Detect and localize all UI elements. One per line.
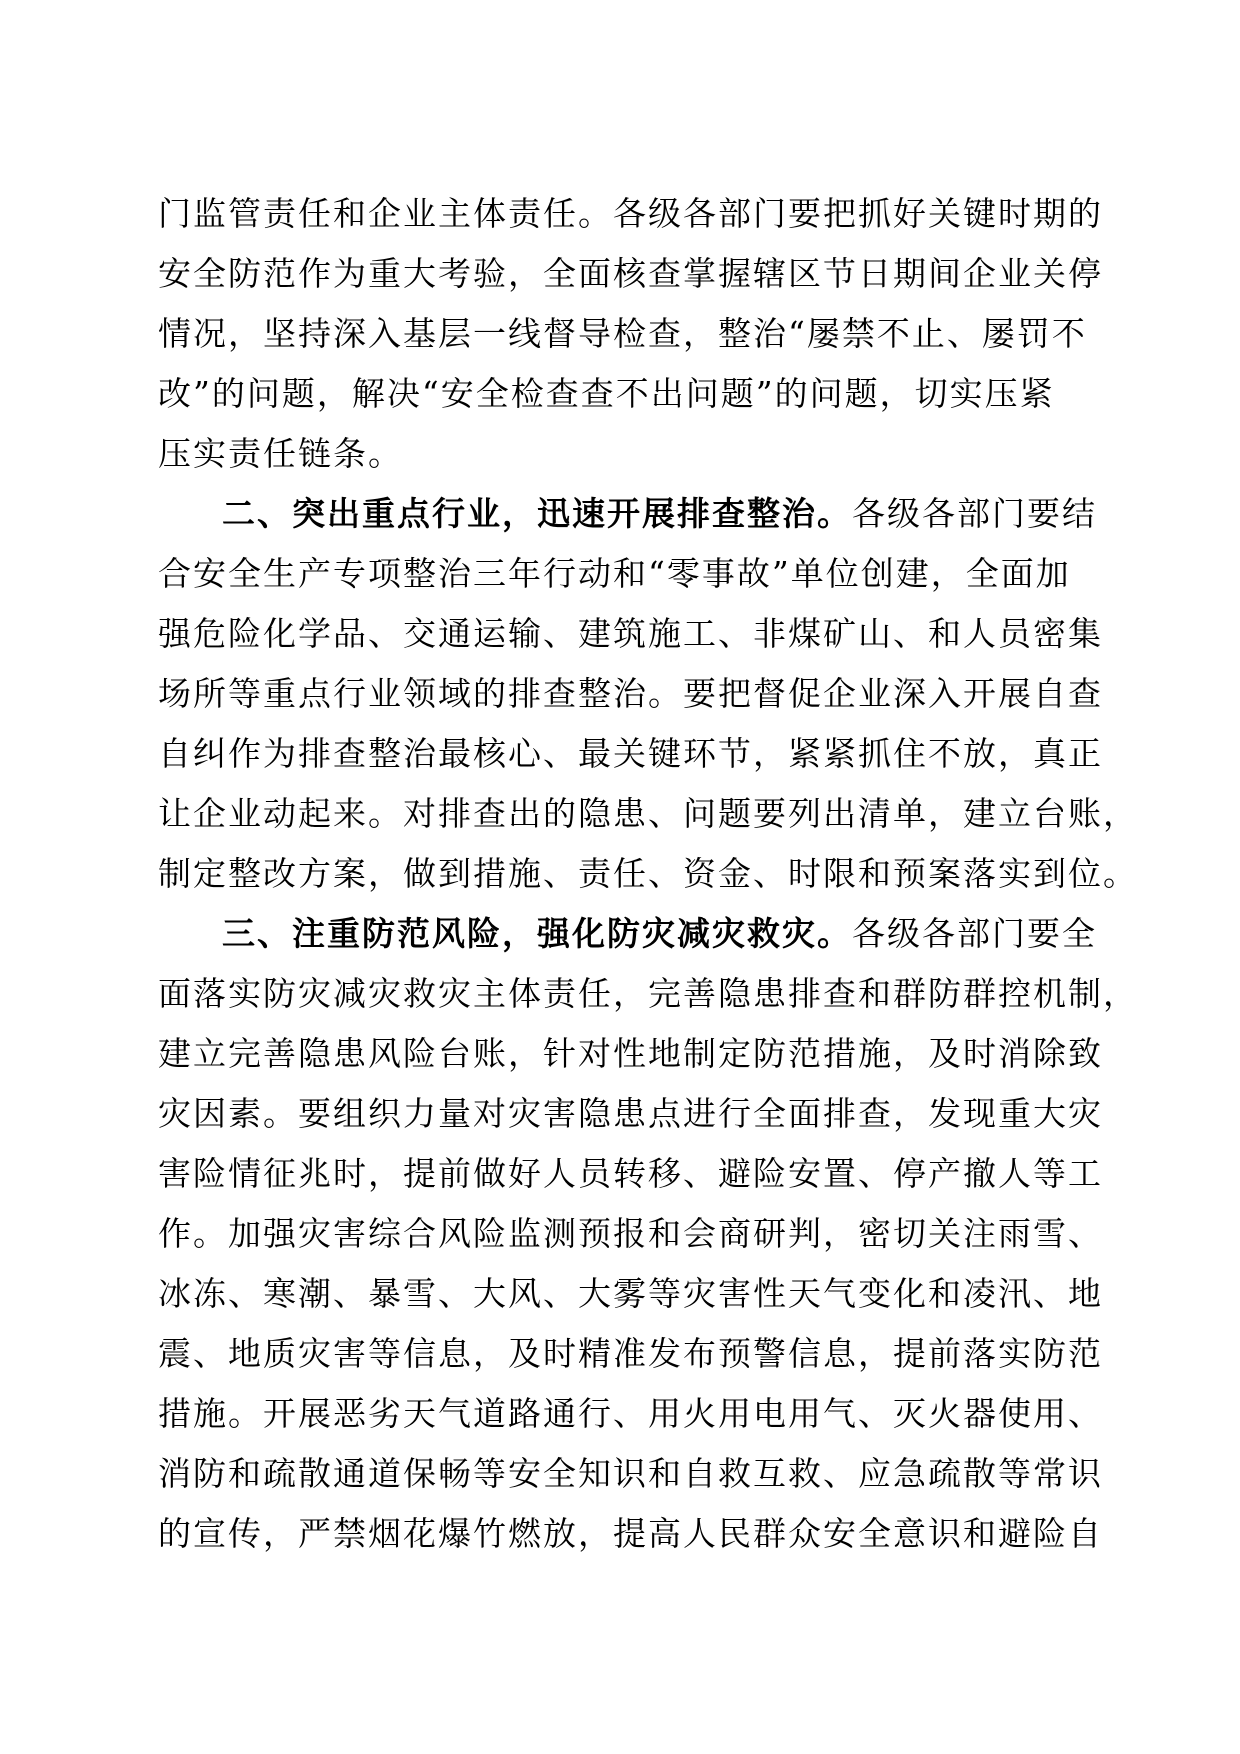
paragraph-line: 场所等重点行业领域的排查整治。要把督促企业深入开展自查 xyxy=(158,674,1103,713)
section-3-first-line xyxy=(222,906,1097,962)
paragraph-line: 改”的问题，解决“安全检查查不出问题”的问题，切实压紧 xyxy=(158,374,1055,413)
paragraph-line: 震、地质灾害等信息，及时精准发布预警信息，提前落实防范 xyxy=(158,1334,1103,1373)
paragraph-line: 让企业动起来。对排查出的隐患、问题要列出清单，建立台账， xyxy=(158,794,1138,833)
section-2-first-line xyxy=(222,486,1097,542)
paragraph-line: 建立完善隐患风险台账，针对性地制定防范措施，及时消除致 xyxy=(158,1034,1103,1073)
paragraph-line: 的宣传，严禁烟花爆竹燃放，提高人民群众安全意识和避险自 xyxy=(158,1514,1103,1553)
paragraph-line: 冰冻、寒潮、暴雪、大风、大雾等灾害性天气变化和凌汛、地 xyxy=(158,1274,1103,1313)
paragraph-line: 害险情征兆时，提前做好人员转移、避险安置、停产撤人等工 xyxy=(158,1154,1103,1193)
paragraph-line: 制定整改方案，做到措施、责任、资金、时限和预案落实到位。 xyxy=(158,854,1138,893)
paragraph-line: 灾因素。要组织力量对灾害隐患点进行全面排查，发现重大灾 xyxy=(158,1094,1103,1133)
paragraph-line: 合安全生产专项整治三年行动和“零事故”单位创建，全面加 xyxy=(158,554,1071,593)
paragraph-line: 强危险化学品、交通运输、建筑施工、非煤矿山、和人员密集 xyxy=(158,614,1103,653)
paragraph-line: 措施。开展恶劣天气道路通行、用火用电用气、灭火器使用、 xyxy=(158,1394,1103,1433)
section-2-heading: 二、突出重点行业，迅速开展排查整治。 xyxy=(222,494,852,533)
paragraph-line: 情况，坚持深入基层一线督导检查，整治“屡禁不止、屡罚不 xyxy=(158,314,1087,353)
section-3-heading: 三、注重防范风险，强化防灾减灾救灾。 xyxy=(222,914,852,953)
section-3-first-line-text: 各级各部门要全 xyxy=(852,914,1097,953)
paragraph-line: 安全防范作为重大考验，全面核查掌握辖区节日期间企业关停 xyxy=(158,254,1103,293)
section-2-first-line-text: 各级各部门要结 xyxy=(852,494,1097,533)
paragraph-line: 压实责任链条。 xyxy=(158,434,403,473)
paragraph-line: 面落实防灾减灾救灾主体责任，完善隐患排查和群防群控机制， xyxy=(158,974,1138,1013)
paragraph-line: 自纠作为排查整治最核心、最关键环节，紧紧抓住不放，真正 xyxy=(158,734,1103,773)
paragraph-line: 作。加强灾害综合风险监测预报和会商研判，密切关注雨雪、 xyxy=(158,1214,1103,1253)
paragraph-line: 消防和疏散通道保畅等安全知识和自救互救、应急疏散等常识 xyxy=(158,1454,1103,1493)
paragraph-line: 门监管责任和企业主体责任。各级各部门要把抓好关键时期的 xyxy=(158,194,1103,233)
